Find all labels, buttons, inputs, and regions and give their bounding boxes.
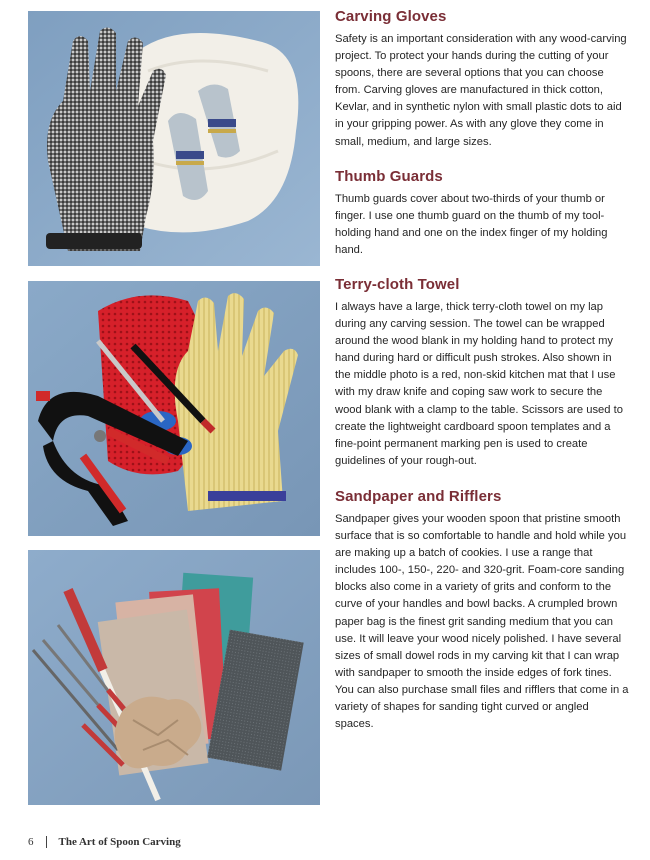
heading-sandpaper-rifflers: Sandpaper and Rifflers	[335, 488, 502, 505]
page-number: 6	[28, 836, 34, 848]
paragraph-sandpaper-rifflers: Sandpaper gives your wooden spoon that pristine smooth surface that is so comfortable to handle and hold while you are making up a batch of cookies. I use a range that includes 100-, 150-, 220- and 320-grit. Foam-core sanding blocks also come in a variety of grits and conform to the curve of your handles and bowl backs. A crumpled brown paper bag is the finest grit sanding medium that you can use. It will leave your wood nicely polished. I have several sizes of small dowel rods in my carving kit that I can wrap with sandpaper to smooth the inside edges of fork tines. You can also purchase small files and rifflers that come in a variety of shapes for sanding tight curved or angled spaces.	[335, 513, 629, 731]
heading-carving-gloves: Carving Gloves	[335, 8, 447, 25]
photo-sandpaper-rifflers	[28, 550, 320, 805]
photo-carving-gloves-illustration	[28, 11, 320, 266]
photo-sandpaper-rifflers-illustration	[28, 550, 320, 805]
heading-terry-cloth-towel: Terry-cloth Towel	[335, 276, 460, 293]
section-sandpaper-rifflers	[335, 488, 630, 733]
paragraph-terry-cloth-towel: I always have a large, thick terry-cloth towel on my lap during any carving session. The towel can be wrapped around the wood blank in my holding hand to protect my hand during hard or difficult push strokes. Also shown in the middle photo is a red, non-skid kitchen mat that I use with my draw knife and coping saw work to secure the wood blank with a clamp to the table. Scissors are used to create the lightweight cardboard spoon templates and a fine-point permanent marking pen is used to create guidelines of your rough-out.	[335, 301, 623, 467]
photo-carving-gloves	[28, 11, 320, 266]
section-carving-gloves	[335, 8, 630, 151]
footer-divider	[46, 836, 47, 848]
book-title: The Art of Spoon Carving	[58, 836, 181, 848]
photo-carving-supplies	[28, 281, 320, 536]
heading-thumb-guards: Thumb Guards	[335, 168, 443, 185]
section-thumb-guards	[335, 168, 630, 259]
section-terry-cloth-towel	[335, 276, 630, 470]
page-footer	[28, 836, 181, 848]
paragraph-thumb-guards: Thumb guards cover about two-thirds of your thumb or finger. I use one thumb guard on the thumb of my tool-holding hand and one on the index finger of my holding hand.	[335, 193, 608, 257]
photo-carving-supplies-illustration	[28, 281, 320, 536]
paragraph-carving-gloves: Safety is an important consideration with any wood-carving project. To protect your hands during the cutting of your spoons, there are several options that you can choose from. Carving gloves are manufactured in thick cotton, Kevlar, and in synthetic nylon with small plastic dots to aid in your gripping power. As with any glove they come in small, medium, and large sizes.	[335, 33, 627, 148]
